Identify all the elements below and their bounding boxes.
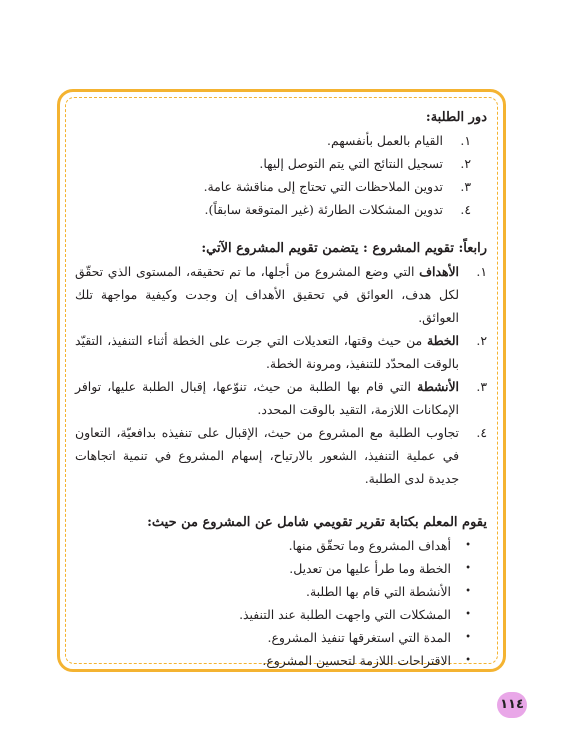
list-item (75, 129, 471, 152)
item-text: الأنشطة التي قام بها الطلبة. (306, 584, 451, 599)
bullet-icon: • (465, 540, 471, 551)
item-term: الأهداف (419, 264, 459, 279)
item-text: المشكلات التي واجهت الطلبة عند التنفيذ. (239, 607, 451, 622)
list-item (75, 626, 471, 649)
item-number: ٤. (460, 202, 471, 217)
item-text: القيام بالعمل بأنفسهم. (327, 133, 443, 148)
bullet-icon: • (465, 563, 471, 574)
item-text: تدوين الملاحظات التي تحتاج إلى مناقشة عامة. (203, 179, 443, 194)
item-text: الاقتراحات اللازمة لتحسين المشروع. (262, 653, 451, 668)
item-text (75, 421, 459, 490)
bullet-icon: • (465, 655, 471, 666)
list-item (75, 329, 487, 375)
item-number: ٣. (460, 179, 471, 194)
item-body: تجاوب الطلبة مع المشروع من حيث، الإقبال على تنفيذه بدافعيّة، التعاون في عملية التنفيذ، الشعور بالارتياح، إسهام المشروع في تنمية اتجاهات جديدة لدى الطلبة. (75, 425, 459, 486)
item-number: ١. (460, 133, 471, 148)
item-text: الخطة وما طرأ عليها من تعديل. (289, 561, 451, 576)
item-body: التي وضع المشروع من أجلها، ما تم تحقيقه، المستوى الذي تحقّق لكل هدف، العوائق في تحقيق الأهداف إن وجدت وكيفية مواجهة تلك العوائق. (75, 264, 459, 325)
evaluation-list (75, 260, 487, 490)
list-item (75, 580, 471, 603)
list-item (75, 152, 471, 175)
item-text: تسجيل النتائج التي يتم التوصل إليها. (259, 156, 443, 171)
list-item (75, 421, 487, 490)
student-role-list (75, 129, 487, 221)
list-item (75, 260, 487, 329)
list-item (75, 375, 487, 421)
list-item (75, 175, 471, 198)
bullet-icon: • (465, 609, 471, 620)
list-item (75, 557, 471, 580)
teacher-report-list (75, 534, 487, 672)
evaluation-heading: رابعاً: تقويم المشروع : يتضمن تقويم المشروع الآتي: (201, 241, 487, 256)
item-number: ٤. (476, 425, 487, 440)
bullet-icon: • (465, 586, 471, 597)
item-text: تدوين المشكلات الطارئة (غير المتوقعة سابقاً). (204, 202, 443, 217)
item-number: ٢. (460, 156, 471, 171)
item-term: الخطة (426, 333, 459, 348)
list-item (75, 649, 471, 672)
item-body: من حيث وقتها، التعديلات التي جرت على الخطة أثناء التنفيذ، التقيّد بالوقت المحدّد للتنفيذ، ومرونة الخطة. (75, 333, 459, 371)
teacher-report-heading: يقوم المعلم بكتابة تقرير تقويمي شامل عن المشروع من حيث: (147, 515, 487, 530)
page-number-badge: ١١٤ (497, 692, 527, 718)
item-text: أهداف المشروع وما تحقّق منها. (288, 538, 451, 553)
page-content (75, 106, 487, 672)
item-number: ٢. (476, 333, 487, 348)
list-item (75, 534, 471, 557)
item-text (75, 329, 459, 375)
item-text (75, 260, 459, 329)
item-text: المدة التي استغرقها تنفيذ المشروع. (267, 630, 451, 645)
bullet-icon: • (465, 632, 471, 643)
item-text (75, 375, 459, 421)
student-role-heading: دور الطلبة: (425, 110, 487, 125)
item-number: ١. (476, 264, 487, 279)
list-item (75, 603, 471, 626)
item-body: التي قام بها الطلبة من حيث، تنوّعها، إقبال الطلبة عليها، توافر الإمكانات اللازمة، التقيد بالوقت المحدد. (75, 379, 459, 417)
list-item (75, 198, 471, 221)
item-term: الأنشطة (417, 379, 459, 394)
item-number: ٣. (476, 379, 487, 394)
